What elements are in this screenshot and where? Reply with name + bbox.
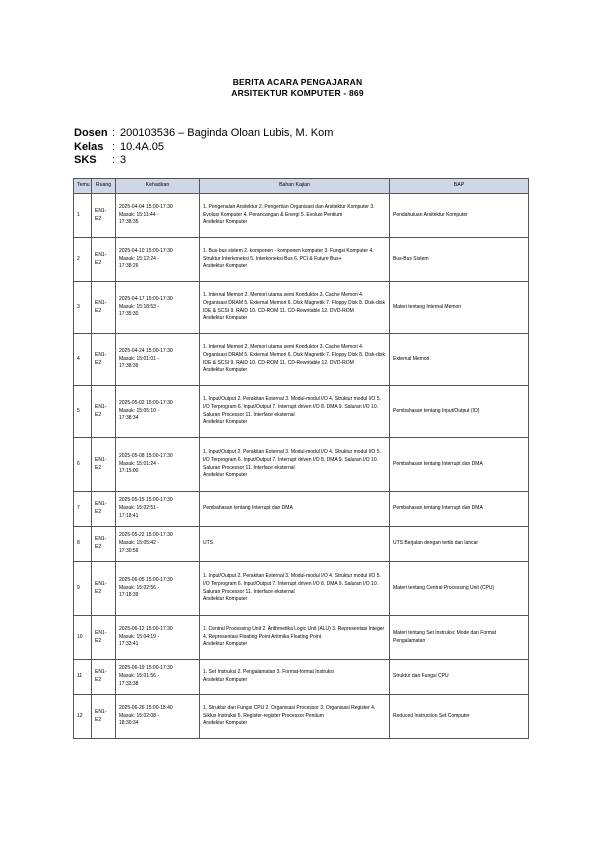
teaching-record-table [73, 178, 529, 739]
kelas-row [74, 141, 333, 155]
header-bap: BAP [390, 179, 529, 194]
cell-ruang: EN1-E2 [92, 386, 116, 438]
separator: : [112, 127, 116, 139]
cell-temu: 6 [74, 438, 92, 492]
cell-temu: 3 [74, 282, 92, 334]
cell-bahan-kajian: 1. Input/Output 2. Perakitan External 3. Modul-modul I/O 4. Struktur modul I/O 5. I/O Terprogram 6. Input/Output 7. Interrupt driven I/O 8. DMA 9. Saluran I/O 10. Saluran Processor 11. Interface eksternal Arsitektur Komputer [200, 438, 390, 492]
cell-kehadiran: 2025-06-26 15:00-18:40 Masuk: 15:02:08 - 18:30:34 [116, 695, 200, 739]
cell-bahan-kajian: 1. Input/Output 2. Perakitan External 3. Modul-modul I/O 4. Struktur modul I/O 5. I/O Terprogram 6. Input/Output 7. Interrupt driven I/O 8. DMA 9. Saluran I/O 10. Saluran Processor 11. Interface eksternal Arsitektur Komputer [200, 562, 390, 616]
cell-kehadiran: 2025-05-15 15:00-17:30 Masuk: 15:02:51 - 17:18:41 [116, 492, 200, 527]
cell-bap: Pembahasan tentang Input/Output (IO) [390, 386, 529, 438]
cell-bap: Pendahuluan Arsitektur Komputer [390, 194, 529, 238]
table-row [74, 492, 529, 527]
cell-bahan-kajian: 1. Bus-bus sistem 2. komponen - komponen komputer 3. Fungsi Komputer 4. Struktur Interkoneksi 5. Interkoneksi Bus 6. PCI & Future Bus+ Arsitektur Komputer [200, 238, 390, 282]
table-row [74, 194, 529, 238]
cell-bap: Pembahasan tentang Interrupt dan DMA [390, 492, 529, 527]
cell-temu: 11 [74, 660, 92, 695]
table-row [74, 660, 529, 695]
cell-temu: 5 [74, 386, 92, 438]
cell-bahan-kajian: 1. Central Processing Unit 2. Arithmetika Logic Unit (ALU) 3. Representasi Integer 4. Representasi Floating Point Aritmika Floating Point Arsitektur Komputer [200, 616, 390, 660]
course-info [74, 127, 333, 168]
dosen-label: Dosen [74, 127, 108, 139]
cell-bahan-kajian: Pembahasan tentang Interrupt dan DMA [200, 492, 390, 527]
header-temu: Temu [74, 179, 92, 194]
cell-bap: Bus-Bus Sistem [390, 238, 529, 282]
cell-kehadiran: 2025-06-19 15:00-17:30 Masuk: 15:01:56 - 17:33:38 [116, 660, 200, 695]
table-row [74, 695, 529, 739]
cell-kehadiran: 2025-05-02 15:00-17:30 Masuk: 15:05:10 - 17:38:34 [116, 386, 200, 438]
cell-temu: 12 [74, 695, 92, 739]
separator: : [112, 140, 116, 153]
cell-ruang: EN1-E2 [92, 695, 116, 739]
kelas-value: 10.4A.05 [120, 140, 165, 153]
table-row [74, 334, 529, 386]
cell-temu: 8 [74, 527, 92, 562]
kelas-label: Kelas [74, 140, 104, 153]
cell-ruang: EN1-E2 [92, 527, 116, 562]
document-title: BERITA ACARA PENGAJARAN [232, 77, 363, 87]
cell-kehadiran: 2025-06-12 15:00-17:30 Masuk: 15:04:19 - 17:33:41 [116, 616, 200, 660]
table-row [74, 616, 529, 660]
cell-kehadiran: 2025-04-24 15:00-17:30 Masuk: 15:01:01 - 17:38:39 [116, 334, 200, 386]
dosen-value: 200103536 – Baginda Oloan Lubis, M. Kom [120, 127, 334, 139]
course-title: ARSITEKTUR KOMPUTER - 869 [231, 88, 364, 98]
table-row [74, 238, 529, 282]
cell-bap: Struktur dan Fungsi CPU [390, 660, 529, 695]
cell-temu: 2 [74, 238, 92, 282]
cell-ruang: EN1-E2 [92, 438, 116, 492]
cell-ruang: EN1-E2 [92, 660, 116, 695]
cell-ruang: EN1-E2 [92, 492, 116, 527]
cell-bahan-kajian: UTS [200, 527, 390, 562]
cell-temu: 4 [74, 334, 92, 386]
table-row [74, 282, 529, 334]
cell-temu: 1 [74, 194, 92, 238]
table-row [74, 386, 529, 438]
header-kehadiran: Kehadiran [116, 179, 200, 194]
cell-ruang: EN1-E2 [92, 194, 116, 238]
cell-kehadiran: 2025-04-10 15:00-17:30 Masuk: 15:12:24 - 17:38:26 [116, 238, 200, 282]
table-row [74, 527, 529, 562]
cell-bahan-kajian: 1. Set Instruksi 2. Pengalamatan 3. Format-format Instruksi Arsitektur Komputer [200, 660, 390, 695]
dosen-row [74, 127, 333, 141]
cell-kehadiran: 2025-05-08 15:00-17:30 Masuk: 15:01:24 - 17:15:00 [116, 438, 200, 492]
cell-bahan-kajian: 1. Input/Output 2. Perakitan External 3. Modul-modul I/O 4. Struktur modul I/O 5. I/O Terprogram 6. Input/Output 7. Interrupt driven I/O 8. DMA 9. Saluran I/O 10. Saluran Processor 11. Interface eksternal Arsitektur Komputer [200, 386, 390, 438]
header-ruang: Ruang [92, 179, 116, 194]
cell-kehadiran: 2025-05-22 15:00-17:30 Masuk: 15:05:42 - 17:30:56 [116, 527, 200, 562]
table-row [74, 562, 529, 616]
cell-bap: Pembahasan tentang Interrupt dan DMA [390, 438, 529, 492]
cell-temu: 9 [74, 562, 92, 616]
cell-temu: 10 [74, 616, 92, 660]
separator: : [112, 154, 116, 166]
cell-bahan-kajian: 1. Internal Memori 2. Memori utama semi Konduktor 3. Cache Memori 4. Organisasi DRAM 5. External Memori 6. Disk Magnetik 7. Floppy Disk 8. Disk-disk IDE & SCSI 9. RAID 10. CD-ROM 11. CD-Rewritable 12. DVD-ROM Arsitektur Komputer [200, 282, 390, 334]
cell-kehadiran: 2025-04-04 15:00-17:30 Masuk: 15:11:44 - 17:38:35 [116, 194, 200, 238]
cell-ruang: EN1-E2 [92, 334, 116, 386]
sks-row [74, 154, 333, 168]
cell-bap: Materi tentang Set Instruksi: Mode dan Format Pengalamatan [390, 616, 529, 660]
cell-ruang: EN1-E2 [92, 616, 116, 660]
sks-label: SKS [74, 154, 97, 166]
cell-kehadiran: 2025-06-05 15:00-17:30 Masuk: 15:02:56 - 17:18:39 [116, 562, 200, 616]
cell-bahan-kajian: 1. Struktur dan Fungsi CPU 2. Organisasi Processor 3. Organisasi Register 4. Siklus Instruksi 5. Register-register Processor Pentium Arsitektur Komputer [200, 695, 390, 739]
cell-bap: Materi tentang Internal Memori [390, 282, 529, 334]
cell-bahan-kajian: 1. Internal Memori 2. Memori utama semi Konduktor 3. Cache Memori 4. Organisasi DRAM 5. External Memori 6. Disk Magnetik 7. Floppy Disk 8. Disk-disk IDE & SCSI 9. RAID 10. CD-ROM 11. CD-Rewritable 12. DVD-ROM Arsitektur Komputer [200, 334, 390, 386]
sks-value: 3 [120, 154, 127, 166]
table-row [74, 438, 529, 492]
cell-ruang: EN1-E2 [92, 238, 116, 282]
table-header-row [74, 179, 529, 194]
cell-ruang: EN1-E2 [92, 282, 116, 334]
cell-kehadiran: 2025-04-17 15:00-17:30 Masuk: 15:18:53 - 17:35:30 [116, 282, 200, 334]
cell-bap: Reduced Instruction Set Computer [390, 695, 529, 739]
cell-bap: Materi tentang Central Processing Unit (CPU) [390, 562, 529, 616]
cell-bap: UTS Berjalan dengan tertib dan lancar [390, 527, 529, 562]
cell-bahan-kajian: 1. Pengenalan Arsitektur 2. Pengertian Organisasi dan Arsitektur Komputer 3. Evolusi Komputer 4. Perancangan & Energi 5. Evolusi Pentium Arsitektur Komputer [200, 194, 390, 238]
header-bahan-kajian: Bahan Kajian [200, 179, 390, 194]
cell-ruang: EN1-E2 [92, 562, 116, 616]
cell-bap: External Memori [390, 334, 529, 386]
cell-temu: 7 [74, 492, 92, 527]
